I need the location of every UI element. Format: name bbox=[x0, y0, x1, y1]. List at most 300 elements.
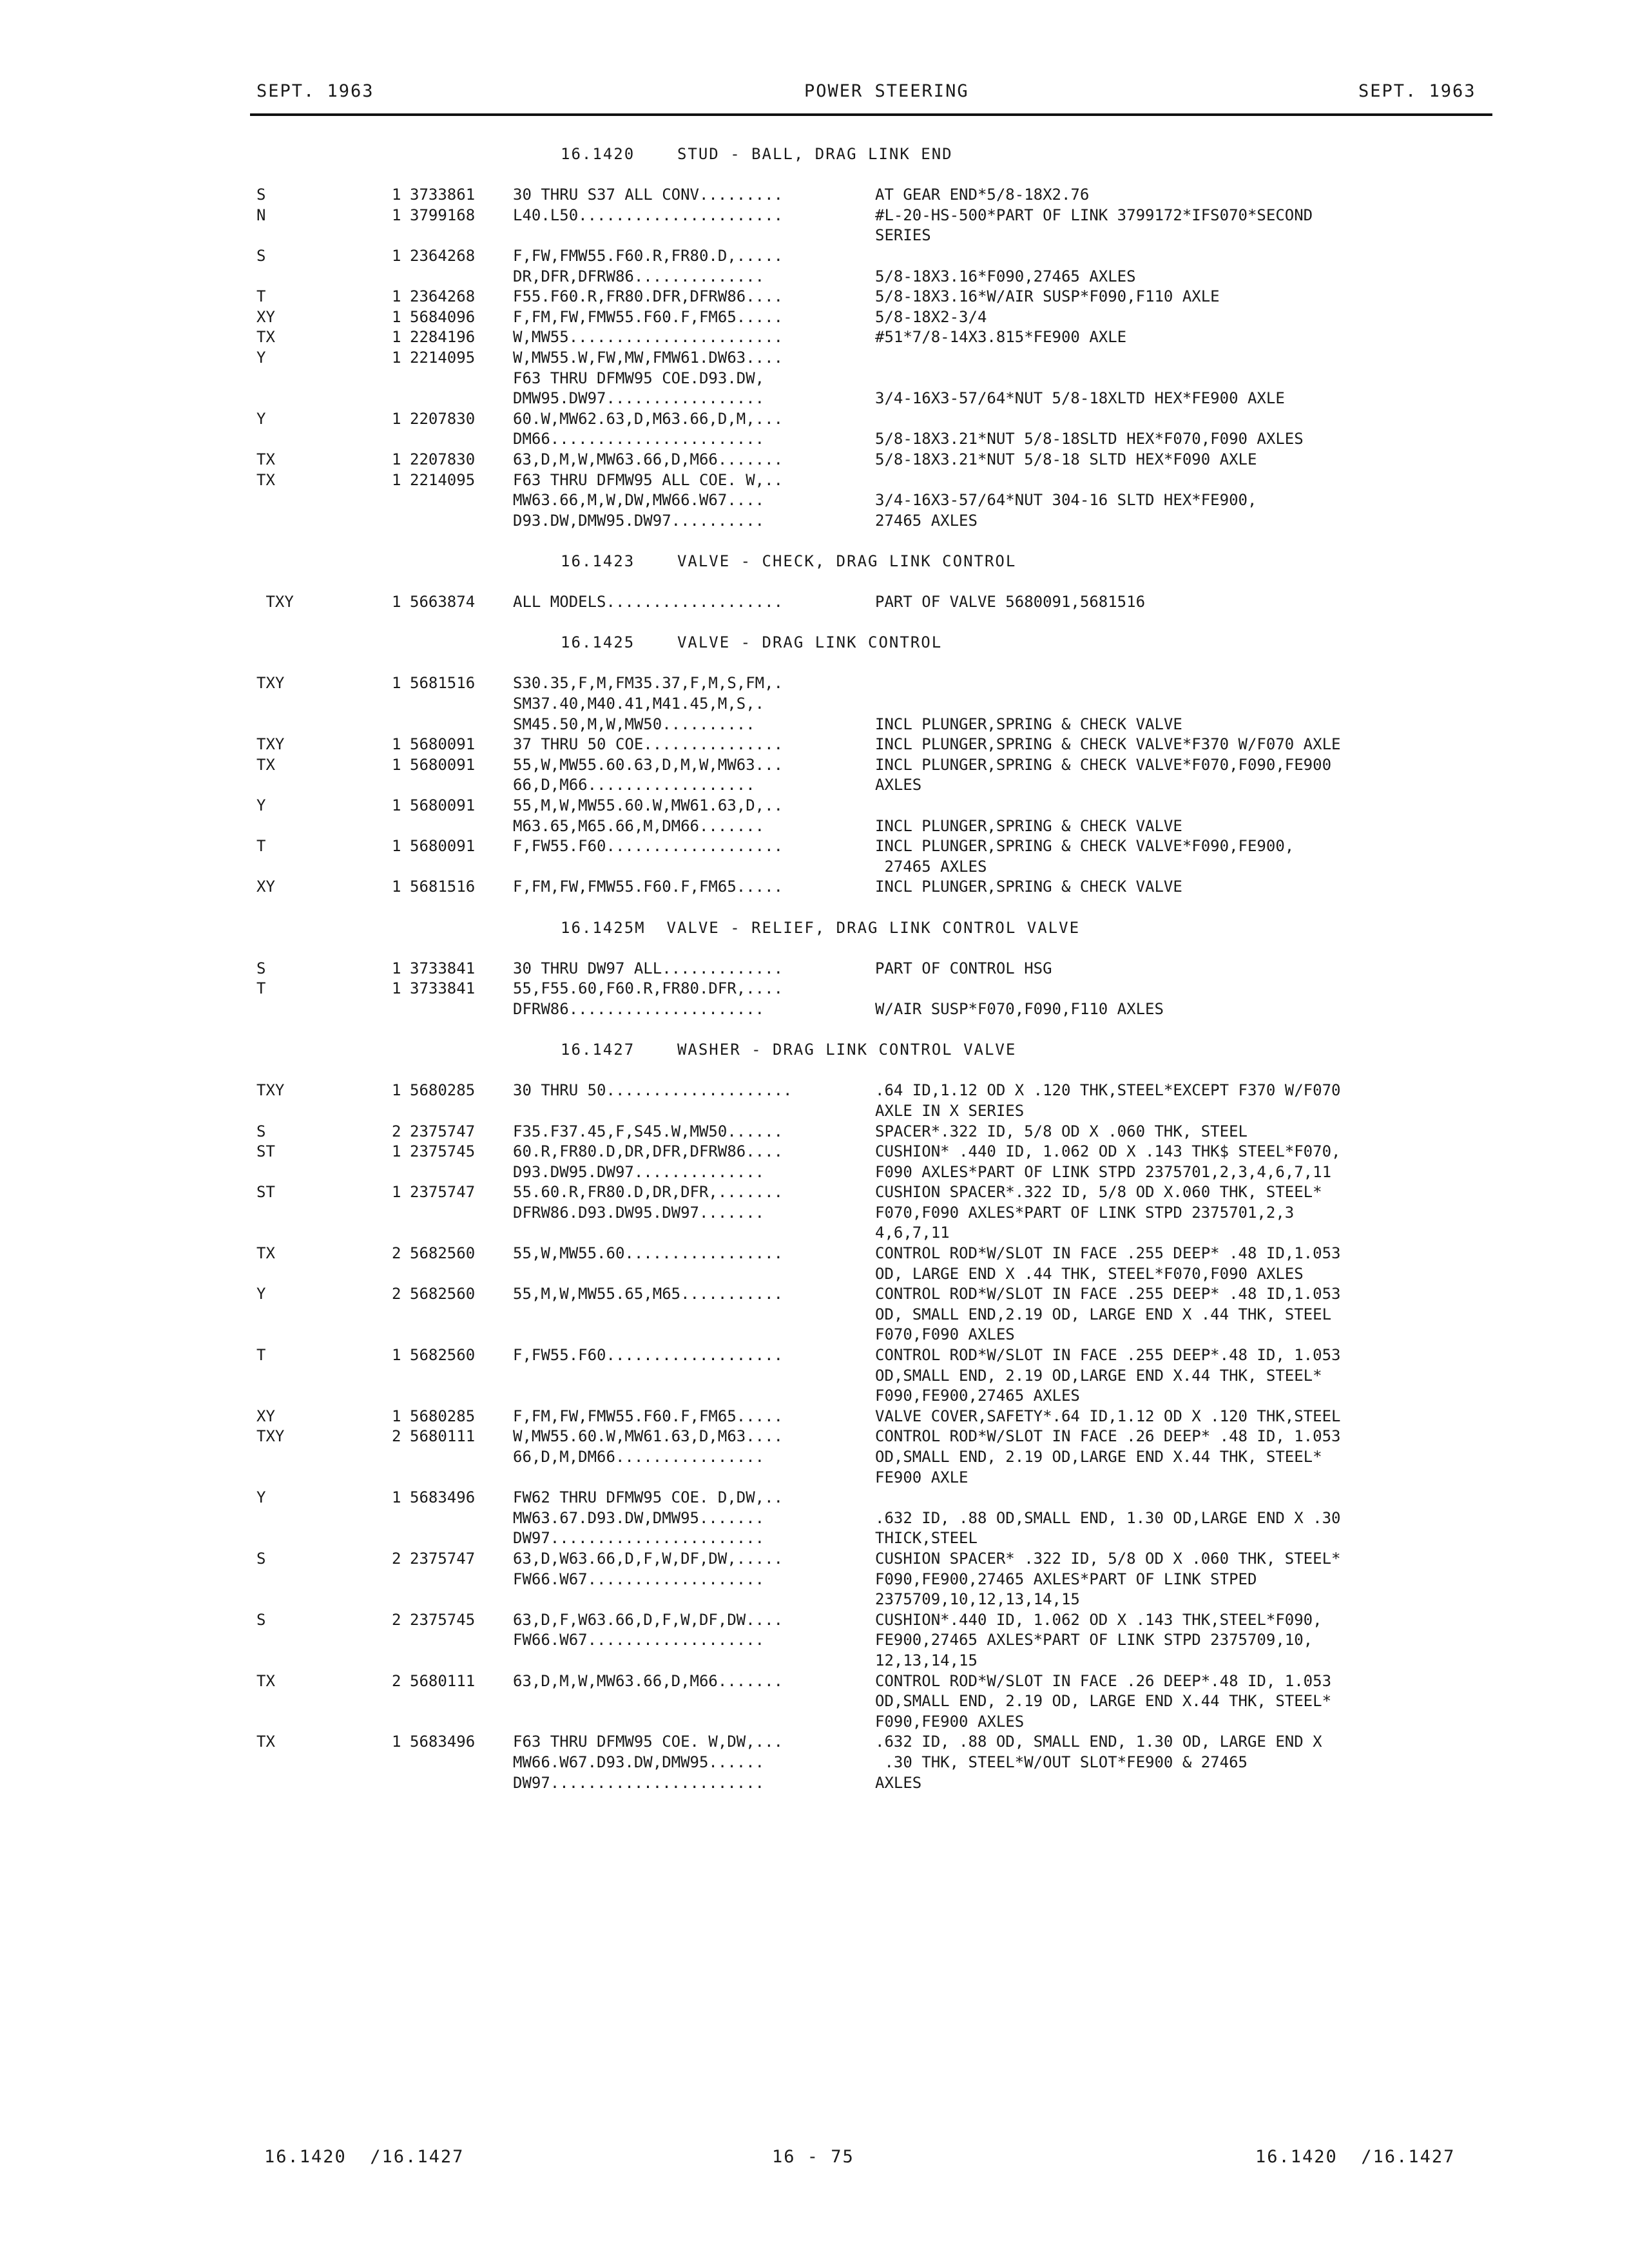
quantity: 2 bbox=[392, 1671, 401, 1690]
part-row bbox=[0, 226, 1629, 246]
part-number: 3733861 bbox=[410, 186, 476, 204]
section-title-row bbox=[0, 1040, 1629, 1061]
section-spacer bbox=[0, 613, 1629, 633]
part-row bbox=[0, 327, 1629, 348]
quantity: 1 bbox=[392, 186, 401, 204]
part-row bbox=[0, 999, 1629, 1020]
part-row bbox=[0, 1264, 1629, 1285]
part-number: 2284196 bbox=[410, 328, 476, 347]
part-number: 5680285 bbox=[410, 1081, 476, 1100]
section-title-row bbox=[0, 633, 1629, 653]
series-code: XY bbox=[256, 1407, 275, 1425]
quantity: 1 bbox=[392, 307, 401, 326]
part-row bbox=[0, 246, 1629, 267]
series-code: T bbox=[256, 287, 266, 306]
part-description: CUSHION SPACER*.322 ID, 5/8 OD X.060 THK, STEEL* bbox=[875, 1183, 1322, 1202]
part-row bbox=[0, 470, 1629, 491]
model-applicability: F63 THRU DFMW95 ALL COE. W,.. bbox=[513, 470, 784, 489]
part-number: 5684096 bbox=[410, 307, 476, 326]
model-applicability: 66,D,M,DM66................ bbox=[513, 1448, 765, 1466]
model-applicability: 55,W,MW55.60.63,D,M,W,MW63... bbox=[513, 755, 784, 774]
series-code: TX bbox=[256, 755, 275, 774]
model-applicability: L40.L50...................... bbox=[513, 206, 784, 224]
model-applicability: 63,D,M,W,MW63.66,D,M66....... bbox=[513, 450, 784, 468]
part-description: VALVE COVER,SAFETY*.64 ID,1.12 OD X .120 THK,STEEL bbox=[875, 1407, 1341, 1425]
part-row bbox=[0, 715, 1629, 735]
series-code: TXY bbox=[256, 1427, 285, 1446]
quantity: 2 bbox=[392, 1122, 401, 1140]
part-row bbox=[0, 1407, 1629, 1427]
footer-range-right: 16.1420 /16.1427 bbox=[1255, 2147, 1456, 2167]
model-applicability: 37 THRU 50 COE............... bbox=[513, 735, 784, 754]
part-row bbox=[0, 877, 1629, 898]
part-number: 2364268 bbox=[410, 246, 476, 265]
model-applicability: F,FW55.F60................... bbox=[513, 1346, 784, 1365]
part-number: 5682560 bbox=[410, 1244, 476, 1263]
model-applicability: 55,W,MW55.60................. bbox=[513, 1244, 784, 1263]
model-applicability: W,MW55.W,FW,MW,FMW61.DW63.... bbox=[513, 348, 784, 367]
quantity: 1 bbox=[392, 470, 401, 489]
quantity: 2 bbox=[392, 1549, 401, 1568]
series-code: ST bbox=[256, 1142, 275, 1161]
model-applicability: DMW95.DW97................. bbox=[513, 389, 765, 408]
part-description: AXLES bbox=[875, 776, 922, 794]
part-number: 5680091 bbox=[410, 796, 476, 814]
part-description: F090 AXLES*PART OF LINK STPD 2375701,2,3,4,6,7,11 bbox=[875, 1162, 1332, 1181]
part-description: OD,SMALL END, 2.19 OD,LARGE END X.44 THK, STEEL* bbox=[875, 1448, 1322, 1466]
part-row bbox=[0, 1081, 1629, 1101]
part-description: .632 ID, .88 OD, SMALL END, 1.30 OD, LARGE END X bbox=[875, 1733, 1322, 1751]
part-description: CONTROL ROD*W/SLOT IN FACE .26 DEEP* .48 ID, 1.053 bbox=[875, 1427, 1341, 1446]
part-number: 5683496 bbox=[410, 1488, 476, 1507]
quantity: 2 bbox=[392, 1427, 401, 1446]
part-row bbox=[0, 1732, 1629, 1753]
part-description: 5/8-18X3.21*NUT 5/8-18 SLTD HEX*F090 AXLE bbox=[875, 450, 1257, 468]
model-applicability: F,FM,FW,FMW55.F60.F,FM65..... bbox=[513, 307, 784, 326]
quantity: 1 bbox=[392, 1407, 401, 1425]
quantity: 1 bbox=[392, 837, 401, 856]
part-description: 5/8-18X3.21*NUT 5/8-18SLTD HEX*F070,F090 AXLES bbox=[875, 430, 1304, 448]
model-applicability: W,MW55....................... bbox=[513, 328, 784, 347]
part-number: 2214095 bbox=[410, 348, 476, 367]
part-row bbox=[0, 735, 1629, 755]
part-row bbox=[0, 1223, 1629, 1244]
model-applicability: F63 THRU DFMW95 COE.D93.DW, bbox=[513, 369, 765, 387]
part-description: PART OF CONTROL HSG bbox=[875, 959, 1052, 977]
part-row bbox=[0, 1488, 1629, 1508]
part-description: SPACER*.322 ID, 5/8 OD X .060 THK, STEEL bbox=[875, 1122, 1248, 1140]
model-applicability: MW66.W67.D93.DW,DMW95...... bbox=[513, 1753, 765, 1771]
model-applicability: F,FW55.F60................... bbox=[513, 837, 784, 856]
section-title-row bbox=[0, 552, 1629, 572]
part-row bbox=[0, 1773, 1629, 1794]
part-description: F070,F090 AXLES bbox=[875, 1325, 1015, 1344]
part-row bbox=[0, 979, 1629, 999]
model-applicability: 60.W,MW62.63,D,M63.66,D,M,... bbox=[513, 409, 784, 428]
part-number: 5680111 bbox=[410, 1671, 476, 1690]
model-applicability: D93.DW,DMW95.DW97.......... bbox=[513, 511, 765, 530]
part-number: 5681516 bbox=[410, 674, 476, 693]
part-row bbox=[0, 389, 1629, 409]
part-description: 4,6,7,11 bbox=[875, 1224, 950, 1242]
part-description: CONTROL ROD*W/SLOT IN FACE .255 DEEP*.48 ID, 1.053 bbox=[875, 1346, 1341, 1365]
series-code: T bbox=[256, 1346, 266, 1365]
quantity: 1 bbox=[392, 979, 401, 998]
part-description: #51*7/8-14X3.815*FE900 AXLE bbox=[875, 328, 1127, 347]
section-spacer bbox=[0, 572, 1629, 592]
model-applicability: FW66.W67................... bbox=[513, 1631, 765, 1649]
part-number: 5682560 bbox=[410, 1285, 476, 1303]
model-applicability: F63 THRU DFMW95 COE. W,DW,... bbox=[513, 1733, 784, 1751]
part-row bbox=[0, 1508, 1629, 1529]
part-description: INCL PLUNGER,SPRING & CHECK VALVE bbox=[875, 816, 1182, 835]
header-date-right: SEPT. 1963 bbox=[1358, 81, 1476, 101]
part-row bbox=[0, 1549, 1629, 1570]
model-applicability: F,FM,FW,FMW55.F60.F,FM65..... bbox=[513, 878, 784, 896]
part-row bbox=[0, 1122, 1629, 1142]
part-row bbox=[0, 1305, 1629, 1325]
model-applicability: F35.F37.45,F,S45.W,MW50...... bbox=[513, 1122, 784, 1140]
part-description: OD,SMALL END, 2.19 OD, LARGE END X.44 THK, STEEL* bbox=[875, 1692, 1332, 1711]
quantity: 1 bbox=[392, 1183, 401, 1202]
section-title: 16.1423 VALVE - CHECK, DRAG LINK CONTROL bbox=[561, 552, 1017, 570]
header-title: POWER STEERING bbox=[804, 81, 969, 101]
model-applicability: FW66.W67................... bbox=[513, 1570, 765, 1588]
part-row bbox=[0, 429, 1629, 450]
series-code: TXY bbox=[256, 593, 294, 611]
section-spacer bbox=[0, 898, 1629, 918]
part-description: CONTROL ROD*W/SLOT IN FACE .255 DEEP* .48 ID,1.053 bbox=[875, 1285, 1341, 1303]
part-row bbox=[0, 1590, 1629, 1610]
part-description: F090,FE900 AXLES bbox=[875, 1712, 1025, 1731]
part-number: 2375747 bbox=[410, 1549, 476, 1568]
header-rule bbox=[250, 113, 1492, 116]
model-applicability: S30.35,F,M,FM35.37,F,M,S,FM,. bbox=[513, 674, 784, 693]
model-applicability: DFRW86.D93.DW95.DW97....... bbox=[513, 1203, 765, 1222]
series-code: TXY bbox=[256, 735, 285, 754]
quantity: 1 bbox=[392, 1081, 401, 1100]
series-code: Y bbox=[256, 1488, 266, 1507]
part-description: AXLE IN X SERIES bbox=[875, 1101, 1025, 1120]
model-applicability: 63,D,M,W,MW63.66,D,M66....... bbox=[513, 1671, 784, 1690]
part-row bbox=[0, 836, 1629, 857]
part-number: 3733841 bbox=[410, 979, 476, 998]
part-description: 12,13,14,15 bbox=[875, 1651, 978, 1669]
part-description: FE900 AXLE bbox=[875, 1468, 969, 1486]
series-code: S bbox=[256, 1549, 266, 1568]
series-code: XY bbox=[256, 878, 275, 896]
series-code: TX bbox=[256, 1733, 275, 1751]
part-row bbox=[0, 1630, 1629, 1651]
series-code: ST bbox=[256, 1183, 275, 1202]
model-applicability: 63,D,F,W63.66,D,F,W,DF,DW.... bbox=[513, 1610, 784, 1629]
series-code: TX bbox=[256, 450, 275, 468]
part-description: CUSHION* .440 ID, 1.062 OD X .143 THK$ STEEL*F070, bbox=[875, 1142, 1341, 1161]
part-row bbox=[0, 1468, 1629, 1488]
part-description: FE900,27465 AXLES*PART OF LINK STPD 2375709,10, bbox=[875, 1631, 1313, 1649]
part-row bbox=[0, 267, 1629, 287]
part-row bbox=[0, 1325, 1629, 1345]
model-applicability: FW62 THRU DFMW95 COE. D,DW,.. bbox=[513, 1488, 784, 1507]
quantity: 1 bbox=[392, 959, 401, 977]
model-applicability: F55.F60.R,FR80.DFR,DFRW86.... bbox=[513, 287, 784, 306]
part-description: W/AIR SUSP*F070,F090,F110 AXLES bbox=[875, 999, 1164, 1018]
part-number: 5680111 bbox=[410, 1427, 476, 1446]
part-row bbox=[0, 1427, 1629, 1447]
part-number: 5682560 bbox=[410, 1346, 476, 1365]
header-date-left: SEPT. 1963 bbox=[256, 81, 374, 101]
model-applicability: DW97....................... bbox=[513, 1773, 765, 1792]
series-code: S bbox=[256, 186, 266, 204]
part-row bbox=[0, 592, 1629, 613]
page-number: 16 - 75 bbox=[772, 2147, 854, 2167]
quantity: 1 bbox=[392, 348, 401, 367]
quantity: 1 bbox=[392, 328, 401, 347]
section-spacer bbox=[0, 165, 1629, 186]
part-row bbox=[0, 1182, 1629, 1203]
model-applicability: MW63.67.D93.DW,DMW95....... bbox=[513, 1508, 765, 1527]
model-applicability: MW63.66,M,W,DW,MW66.W67.... bbox=[513, 491, 765, 510]
section-spacer bbox=[0, 531, 1629, 552]
model-applicability: 55,F55.60,F60.R,FR80.DFR,.... bbox=[513, 979, 784, 998]
part-description: CUSHION SPACER* .322 ID, 5/8 OD X .060 THK, STEEL* bbox=[875, 1549, 1341, 1568]
model-applicability: 30 THRU DW97 ALL............. bbox=[513, 959, 784, 977]
part-row bbox=[0, 755, 1629, 776]
part-row bbox=[0, 959, 1629, 979]
part-description: CONTROL ROD*W/SLOT IN FACE .255 DEEP* .48 ID,1.053 bbox=[875, 1244, 1341, 1263]
part-description: F070,F090 AXLES*PART OF LINK STPD 2375701,2,3 bbox=[875, 1203, 1295, 1222]
model-applicability: SM37.40,M40.41,M41.45,M,S,. bbox=[513, 695, 765, 713]
section-title-row bbox=[0, 144, 1629, 165]
part-description: #L-20-HS-500*PART OF LINK 3799172*IFS070*SECOND bbox=[875, 206, 1313, 224]
part-description: INCL PLUNGER,SPRING & CHECK VALVE*F090,FE900, bbox=[875, 837, 1295, 856]
quantity: 2 bbox=[392, 1610, 401, 1629]
model-applicability: W,MW55.60.W,MW61.63,D,M63.... bbox=[513, 1427, 784, 1446]
part-description: .632 ID, .88 OD,SMALL END, 1.30 OD,LARGE END X .30 bbox=[875, 1508, 1341, 1527]
series-code: Y bbox=[256, 796, 266, 814]
part-description: PART OF VALVE 5680091,5681516 bbox=[875, 593, 1146, 611]
part-description: INCL PLUNGER,SPRING & CHECK VALVE*F070,F090,FE900 bbox=[875, 755, 1332, 774]
part-description: THICK,STEEL bbox=[875, 1529, 978, 1548]
section-spacer bbox=[0, 1020, 1629, 1041]
part-description: OD, SMALL END,2.19 OD, LARGE END X .44 THK, STEEL bbox=[875, 1305, 1332, 1323]
model-applicability: DR,DFR,DFRW86.............. bbox=[513, 267, 765, 285]
series-code: Y bbox=[256, 348, 266, 367]
series-code: TX bbox=[256, 470, 275, 489]
part-number: 5680091 bbox=[410, 755, 476, 774]
model-applicability: M63.65,M65.66,M,DM66....... bbox=[513, 816, 765, 835]
part-description: AXLES bbox=[875, 1773, 922, 1792]
series-code: N bbox=[256, 206, 266, 224]
part-number: 5680285 bbox=[410, 1407, 476, 1425]
series-code: TX bbox=[256, 1244, 275, 1263]
quantity: 1 bbox=[392, 735, 401, 754]
part-row bbox=[0, 694, 1629, 715]
series-code: Y bbox=[256, 1285, 266, 1303]
footer-range-left: 16.1420 /16.1427 bbox=[264, 2147, 465, 2167]
part-row bbox=[0, 1142, 1629, 1162]
part-description: 27465 AXLES bbox=[875, 857, 987, 876]
quantity: 1 bbox=[392, 246, 401, 265]
part-row bbox=[0, 1345, 1629, 1366]
part-row bbox=[0, 185, 1629, 206]
part-number: 2375745 bbox=[410, 1610, 476, 1629]
quantity: 2 bbox=[392, 1244, 401, 1263]
part-description: INCL PLUNGER,SPRING & CHECK VALVE bbox=[875, 715, 1182, 733]
section-title: 16.1425M VALVE - RELIEF, DRAG LINK CONTROL VALVE bbox=[561, 918, 1081, 937]
part-row bbox=[0, 348, 1629, 369]
model-applicability: 55,M,W,MW55.65,M65........... bbox=[513, 1285, 784, 1303]
part-number: 5680091 bbox=[410, 735, 476, 754]
section-title-row bbox=[0, 918, 1629, 939]
model-applicability: SM45.50,M,W,MW50.......... bbox=[513, 715, 755, 733]
model-applicability: 66,D,M66.................. bbox=[513, 776, 755, 794]
model-applicability: 55.60.R,FR80.D,DR,DFR,....... bbox=[513, 1183, 784, 1202]
part-row bbox=[0, 307, 1629, 328]
series-code: XY bbox=[256, 307, 275, 326]
series-code: TXY bbox=[256, 674, 285, 693]
part-description: 3/4-16X3-57/64*NUT 304-16 SLTD HEX*FE900, bbox=[875, 491, 1257, 510]
part-row bbox=[0, 450, 1629, 470]
model-applicability: 60.R,FR80.D,DR,DFR,DFRW86.... bbox=[513, 1142, 784, 1161]
part-description: INCL PLUNGER,SPRING & CHECK VALVE bbox=[875, 878, 1182, 896]
part-description: 27465 AXLES bbox=[875, 511, 978, 530]
part-number: 2375745 bbox=[410, 1142, 476, 1161]
quantity: 1 bbox=[392, 1346, 401, 1365]
model-applicability: D93.DW95.DW97.............. bbox=[513, 1162, 765, 1181]
part-row bbox=[0, 1528, 1629, 1549]
part-description: CUSHION*.440 ID, 1.062 OD X .143 THK,STEEL*F090, bbox=[875, 1610, 1322, 1629]
part-row bbox=[0, 1366, 1629, 1387]
part-row bbox=[0, 206, 1629, 226]
part-description: 5/8-18X3.16*W/AIR SUSP*F090,F110 AXLE bbox=[875, 287, 1220, 306]
section-title: 16.1425 VALVE - DRAG LINK CONTROL bbox=[561, 633, 943, 652]
part-number: 2214095 bbox=[410, 470, 476, 489]
series-code: S bbox=[256, 1122, 266, 1140]
quantity: 1 bbox=[392, 755, 401, 774]
part-row bbox=[0, 857, 1629, 878]
part-description: 2375709,10,12,13,14,15 bbox=[875, 1590, 1080, 1609]
part-description: 5/8-18X2-3/4 bbox=[875, 307, 987, 326]
series-code: TX bbox=[256, 328, 275, 347]
part-row bbox=[0, 1101, 1629, 1122]
quantity: 1 bbox=[392, 593, 401, 611]
quantity: 1 bbox=[392, 878, 401, 896]
part-number: 5681516 bbox=[410, 878, 476, 896]
part-row bbox=[0, 490, 1629, 511]
part-row bbox=[0, 1671, 1629, 1692]
part-row bbox=[0, 1691, 1629, 1712]
quantity: 1 bbox=[392, 206, 401, 224]
model-applicability: DFRW86..................... bbox=[513, 999, 765, 1018]
quantity: 1 bbox=[392, 1733, 401, 1751]
model-applicability: DW97....................... bbox=[513, 1529, 765, 1548]
section-spacer bbox=[0, 653, 1629, 674]
part-description: SERIES bbox=[875, 226, 931, 245]
part-row bbox=[0, 287, 1629, 307]
series-code: S bbox=[256, 246, 266, 265]
section-title: 16.1420 STUD - BALL, DRAG LINK END bbox=[561, 145, 953, 163]
model-applicability: 63,D,W63.66,D,F,W,DF,DW,..... bbox=[513, 1549, 784, 1568]
part-description: OD, LARGE END X .44 THK, STEEL*F070,F090 AXLES bbox=[875, 1264, 1304, 1283]
model-applicability: F,FW,FMW55.F60.R,FR80.D,..... bbox=[513, 246, 784, 265]
part-row bbox=[0, 511, 1629, 532]
section-spacer bbox=[0, 938, 1629, 959]
part-row bbox=[0, 816, 1629, 837]
part-row bbox=[0, 1447, 1629, 1468]
part-row bbox=[0, 1610, 1629, 1631]
model-applicability: DM66....................... bbox=[513, 430, 765, 448]
part-row bbox=[0, 1712, 1629, 1733]
section-title: 16.1427 WASHER - DRAG LINK CONTROL VALVE bbox=[561, 1041, 1017, 1059]
part-description: OD,SMALL END, 2.19 OD,LARGE END X.44 THK, STEEL* bbox=[875, 1366, 1322, 1385]
part-number: 5680091 bbox=[410, 837, 476, 856]
part-description: 3/4-16X3-57/64*NUT 5/8-18XLTD HEX*FE900 AXLE bbox=[875, 389, 1285, 408]
series-code: S bbox=[256, 959, 266, 977]
series-code: T bbox=[256, 979, 266, 998]
part-row bbox=[0, 1244, 1629, 1264]
part-number: 2375747 bbox=[410, 1183, 476, 1202]
model-applicability: 55,M,W,MW55.60.W,MW61.63,D,.. bbox=[513, 796, 784, 814]
series-code: T bbox=[256, 837, 266, 856]
part-description: F090,FE900,27465 AXLES bbox=[875, 1387, 1080, 1405]
part-number: 3799168 bbox=[410, 206, 476, 224]
model-applicability: ALL MODELS................... bbox=[513, 593, 784, 611]
part-number: 2364268 bbox=[410, 287, 476, 306]
quantity: 1 bbox=[392, 450, 401, 468]
part-row bbox=[0, 775, 1629, 796]
part-description: .30 THK, STEEL*W/OUT SLOT*FE900 & 27465 bbox=[875, 1753, 1248, 1771]
series-code: TX bbox=[256, 1671, 275, 1690]
part-row bbox=[0, 796, 1629, 816]
quantity: 1 bbox=[392, 674, 401, 693]
model-applicability: F,FM,FW,FMW55.F60.F,FM65..... bbox=[513, 1407, 784, 1425]
part-row bbox=[0, 1570, 1629, 1590]
part-number: 2207830 bbox=[410, 409, 476, 428]
part-row bbox=[0, 1203, 1629, 1224]
quantity: 2 bbox=[392, 1285, 401, 1303]
part-description: AT GEAR END*5/8-18X2.76 bbox=[875, 186, 1090, 204]
model-applicability: 30 THRU S37 ALL CONV......... bbox=[513, 186, 784, 204]
part-row bbox=[0, 409, 1629, 430]
quantity: 1 bbox=[392, 409, 401, 428]
part-row bbox=[0, 1284, 1629, 1305]
part-number: 5683496 bbox=[410, 1733, 476, 1751]
part-row bbox=[0, 1162, 1629, 1183]
part-row bbox=[0, 369, 1629, 389]
part-row bbox=[0, 1753, 1629, 1773]
part-description: .64 ID,1.12 OD X .120 THK,STEEL*EXCEPT F370 W/F070 bbox=[875, 1081, 1341, 1100]
part-description: INCL PLUNGER,SPRING & CHECK VALVE*F370 W/F070 AXLE bbox=[875, 735, 1341, 754]
quantity: 1 bbox=[392, 796, 401, 814]
part-description: F090,FE900,27465 AXLES*PART OF LINK STPED bbox=[875, 1570, 1257, 1588]
part-number: 3733841 bbox=[410, 959, 476, 977]
part-number: 5663874 bbox=[410, 593, 476, 611]
quantity: 1 bbox=[392, 287, 401, 306]
series-code: S bbox=[256, 1610, 266, 1629]
part-number: 2375747 bbox=[410, 1122, 476, 1140]
part-number: 2207830 bbox=[410, 450, 476, 468]
part-description: 5/8-18X3.16*F090,27465 AXLES bbox=[875, 267, 1136, 285]
parts-list bbox=[0, 144, 1629, 1793]
part-row bbox=[0, 1651, 1629, 1671]
part-row bbox=[0, 673, 1629, 694]
series-code: Y bbox=[256, 409, 266, 428]
series-code: TXY bbox=[256, 1081, 285, 1100]
section-spacer bbox=[0, 1061, 1629, 1081]
part-row bbox=[0, 1386, 1629, 1407]
model-applicability: 30 THRU 50.................... bbox=[513, 1081, 793, 1100]
